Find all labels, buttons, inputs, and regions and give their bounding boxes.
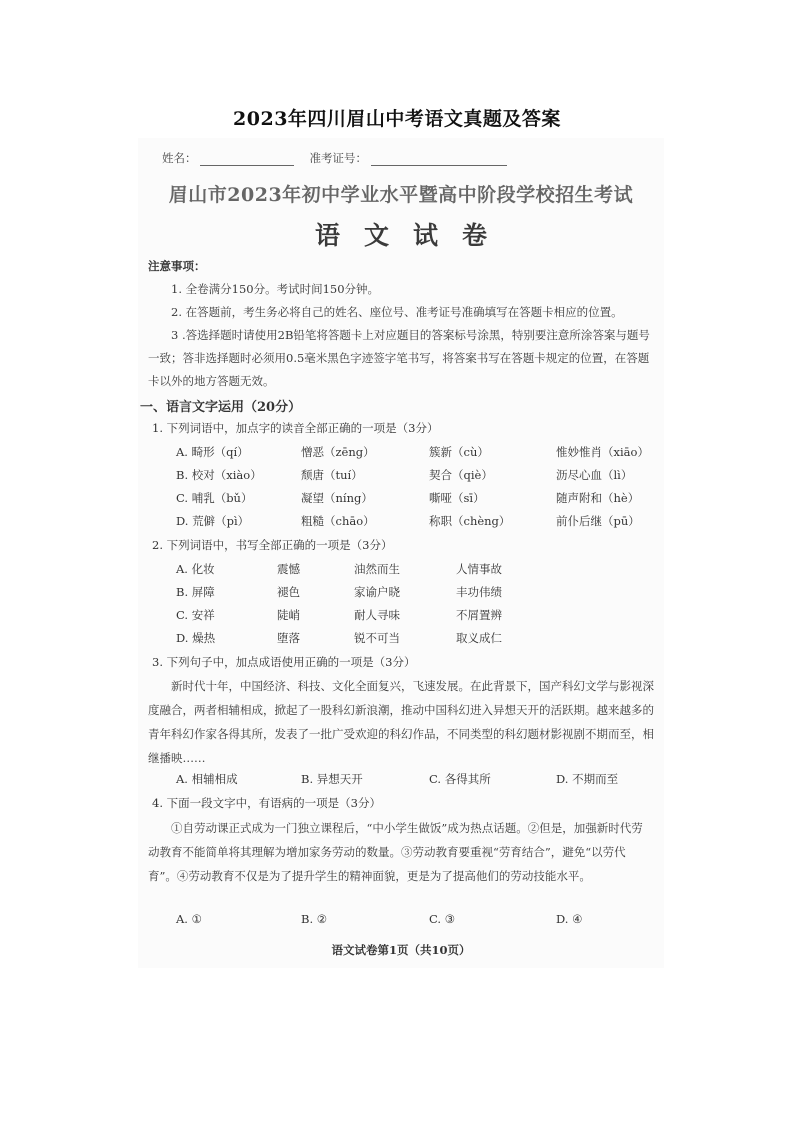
q1-b-2: 颓唐（tuí）: [301, 468, 363, 482]
id-blank: [371, 153, 507, 166]
question-2-stem: 2. 下列词语中，书写全部正确的一项是（3分）: [152, 538, 393, 552]
notice-heading: 注意事项：: [148, 259, 206, 273]
q1-a-3: 簇新（cù）: [429, 445, 489, 459]
q4-option-b: B. ②: [301, 912, 328, 926]
q1-a-2: 憎恶（zēng）: [301, 445, 375, 459]
q2-c-2: 陡峭: [277, 608, 300, 622]
name-blank: [200, 153, 294, 166]
paper-title: 语文试卷: [314, 221, 511, 250]
q3-option-c: C. 各得其所: [429, 772, 491, 786]
notice-item-2: 2. 在答题前，考生务必将自己的姓名、座位号、准考证号准确填写在答题卡相应的位置。: [171, 305, 623, 319]
q1-c-3: 嘶哑（sī）: [429, 491, 485, 505]
q1-c-4: 随声附和（hè）: [556, 491, 640, 505]
q1-c-1: C. 哺乳（bǔ）: [176, 491, 253, 505]
q2-a-4: 人情事故: [456, 562, 502, 576]
q1-d-4: 前仆后继（pū）: [556, 514, 640, 528]
document-title: 2023年四川眉山中考语文真题及答案: [233, 108, 561, 130]
q2-b-1: B. 屏障: [176, 585, 215, 599]
q2-c-3: 耐人寻味: [354, 608, 400, 622]
q1-a-4: 惟妙惟肖（xiāo）: [556, 445, 649, 459]
q3-option-d: D. 不期而至: [556, 772, 619, 786]
exam-title: 眉山市2023年初中学业水平暨高中阶段学校招生考试: [168, 184, 634, 206]
question-3-stem: 3. 下列句子中，加点成语使用正确的一项是（3分）: [152, 655, 416, 669]
candidate-info-line: [162, 150, 507, 166]
question-4-stem: 4. 下面一段文字中，有语病的一项是（3分）: [152, 796, 381, 810]
q2-c-4: 不屑置辨: [456, 608, 502, 622]
q3-option-b: B. 异想天开: [301, 772, 363, 786]
q2-d-2: 堕落: [277, 631, 300, 645]
question-1-stem: 1. 下列词语中，加点字的读音全部正确的一项是（3分）: [152, 421, 439, 435]
q2-d-1: D. 燥热: [176, 631, 216, 645]
q1-c-2: 凝望（níng）: [301, 491, 373, 505]
q2-a-2: 震憾: [277, 562, 300, 576]
q2-b-2: 褪色: [277, 585, 300, 599]
q1-b-3: 契合（qiè）: [429, 468, 493, 482]
scanned-exam-page: [138, 138, 664, 968]
q1-d-1: D. 荒僻（pì）: [176, 514, 250, 528]
q1-d-2: 粗糙（chāo）: [301, 514, 375, 528]
q2-a-1: A. 化妆: [176, 562, 215, 576]
notice-item-3: 3 .答选择题时请使用2B铅笔将答题卡上对应题目的答案标号涂黑，特别要注意所涂答案与题号一致；答非选择题时必须用0.5毫米黑色字迹签字笔书写，将答案书写在答题卡规定的位置，在答题卡以外的地方答题无效。: [148, 328, 650, 388]
q2-b-4: 丰功伟绩: [456, 585, 502, 599]
question-3-passage: 新时代十年，中国经济、科技、文化全面复兴，飞速发展。在此背景下，国产科幻文学与影视深度融合，两者相辅相成，掀起了一股科幻新浪潮，推动中国科幻进入异想天开的活跃期。越来越多的青年科幻作家各得其所，发表了一批广受欢迎的科幻作品，不同类型的科幻题材影视剧不期而至，相继播映……: [148, 679, 654, 765]
q3-option-a: A. 相辅相成: [176, 772, 238, 786]
q2-a-3: 油然而生: [354, 562, 400, 576]
q1-b-4: 沥尽心血（lì）: [556, 468, 633, 482]
notice-item-1: 1. 全卷满分150分。考试时间150分钟。: [171, 282, 380, 296]
q4-option-a: A. ①: [176, 912, 202, 926]
section-heading: 一、语言文字运用（20分）: [140, 400, 302, 415]
q4-option-d: D. ④: [556, 912, 583, 926]
q4-option-c: C. ③: [429, 912, 456, 926]
q2-b-3: 家谕户晓: [354, 585, 400, 599]
q1-a-1: A. 畸形（qí）: [176, 445, 249, 459]
q2-d-4: 取义成仁: [456, 631, 502, 645]
question-4-passage: ①自劳动课正式成为一门独立课程后，“中小学生做饭”成为热点话题。②但是，加强新时代劳动教育不能简单将其理解为增加家务劳动的数量。③劳动教育要重视“劳育结合”，避免“以劳代育”。④劳动教育不仅是为了提升学生的精神面貌，更是为了提高他们的劳动技能水平。: [148, 821, 643, 883]
q2-c-1: C. 安祥: [176, 608, 215, 622]
q1-d-3: 称职（chèng）: [429, 514, 511, 528]
q1-b-1: B. 校对（xiào）: [176, 468, 262, 482]
page-footer: 语文试卷第1页（共10页）: [331, 943, 471, 957]
id-label: 准考证号：: [309, 151, 367, 165]
q2-d-3: 锐不可当: [354, 631, 400, 645]
name-label: 姓名：: [162, 151, 197, 165]
